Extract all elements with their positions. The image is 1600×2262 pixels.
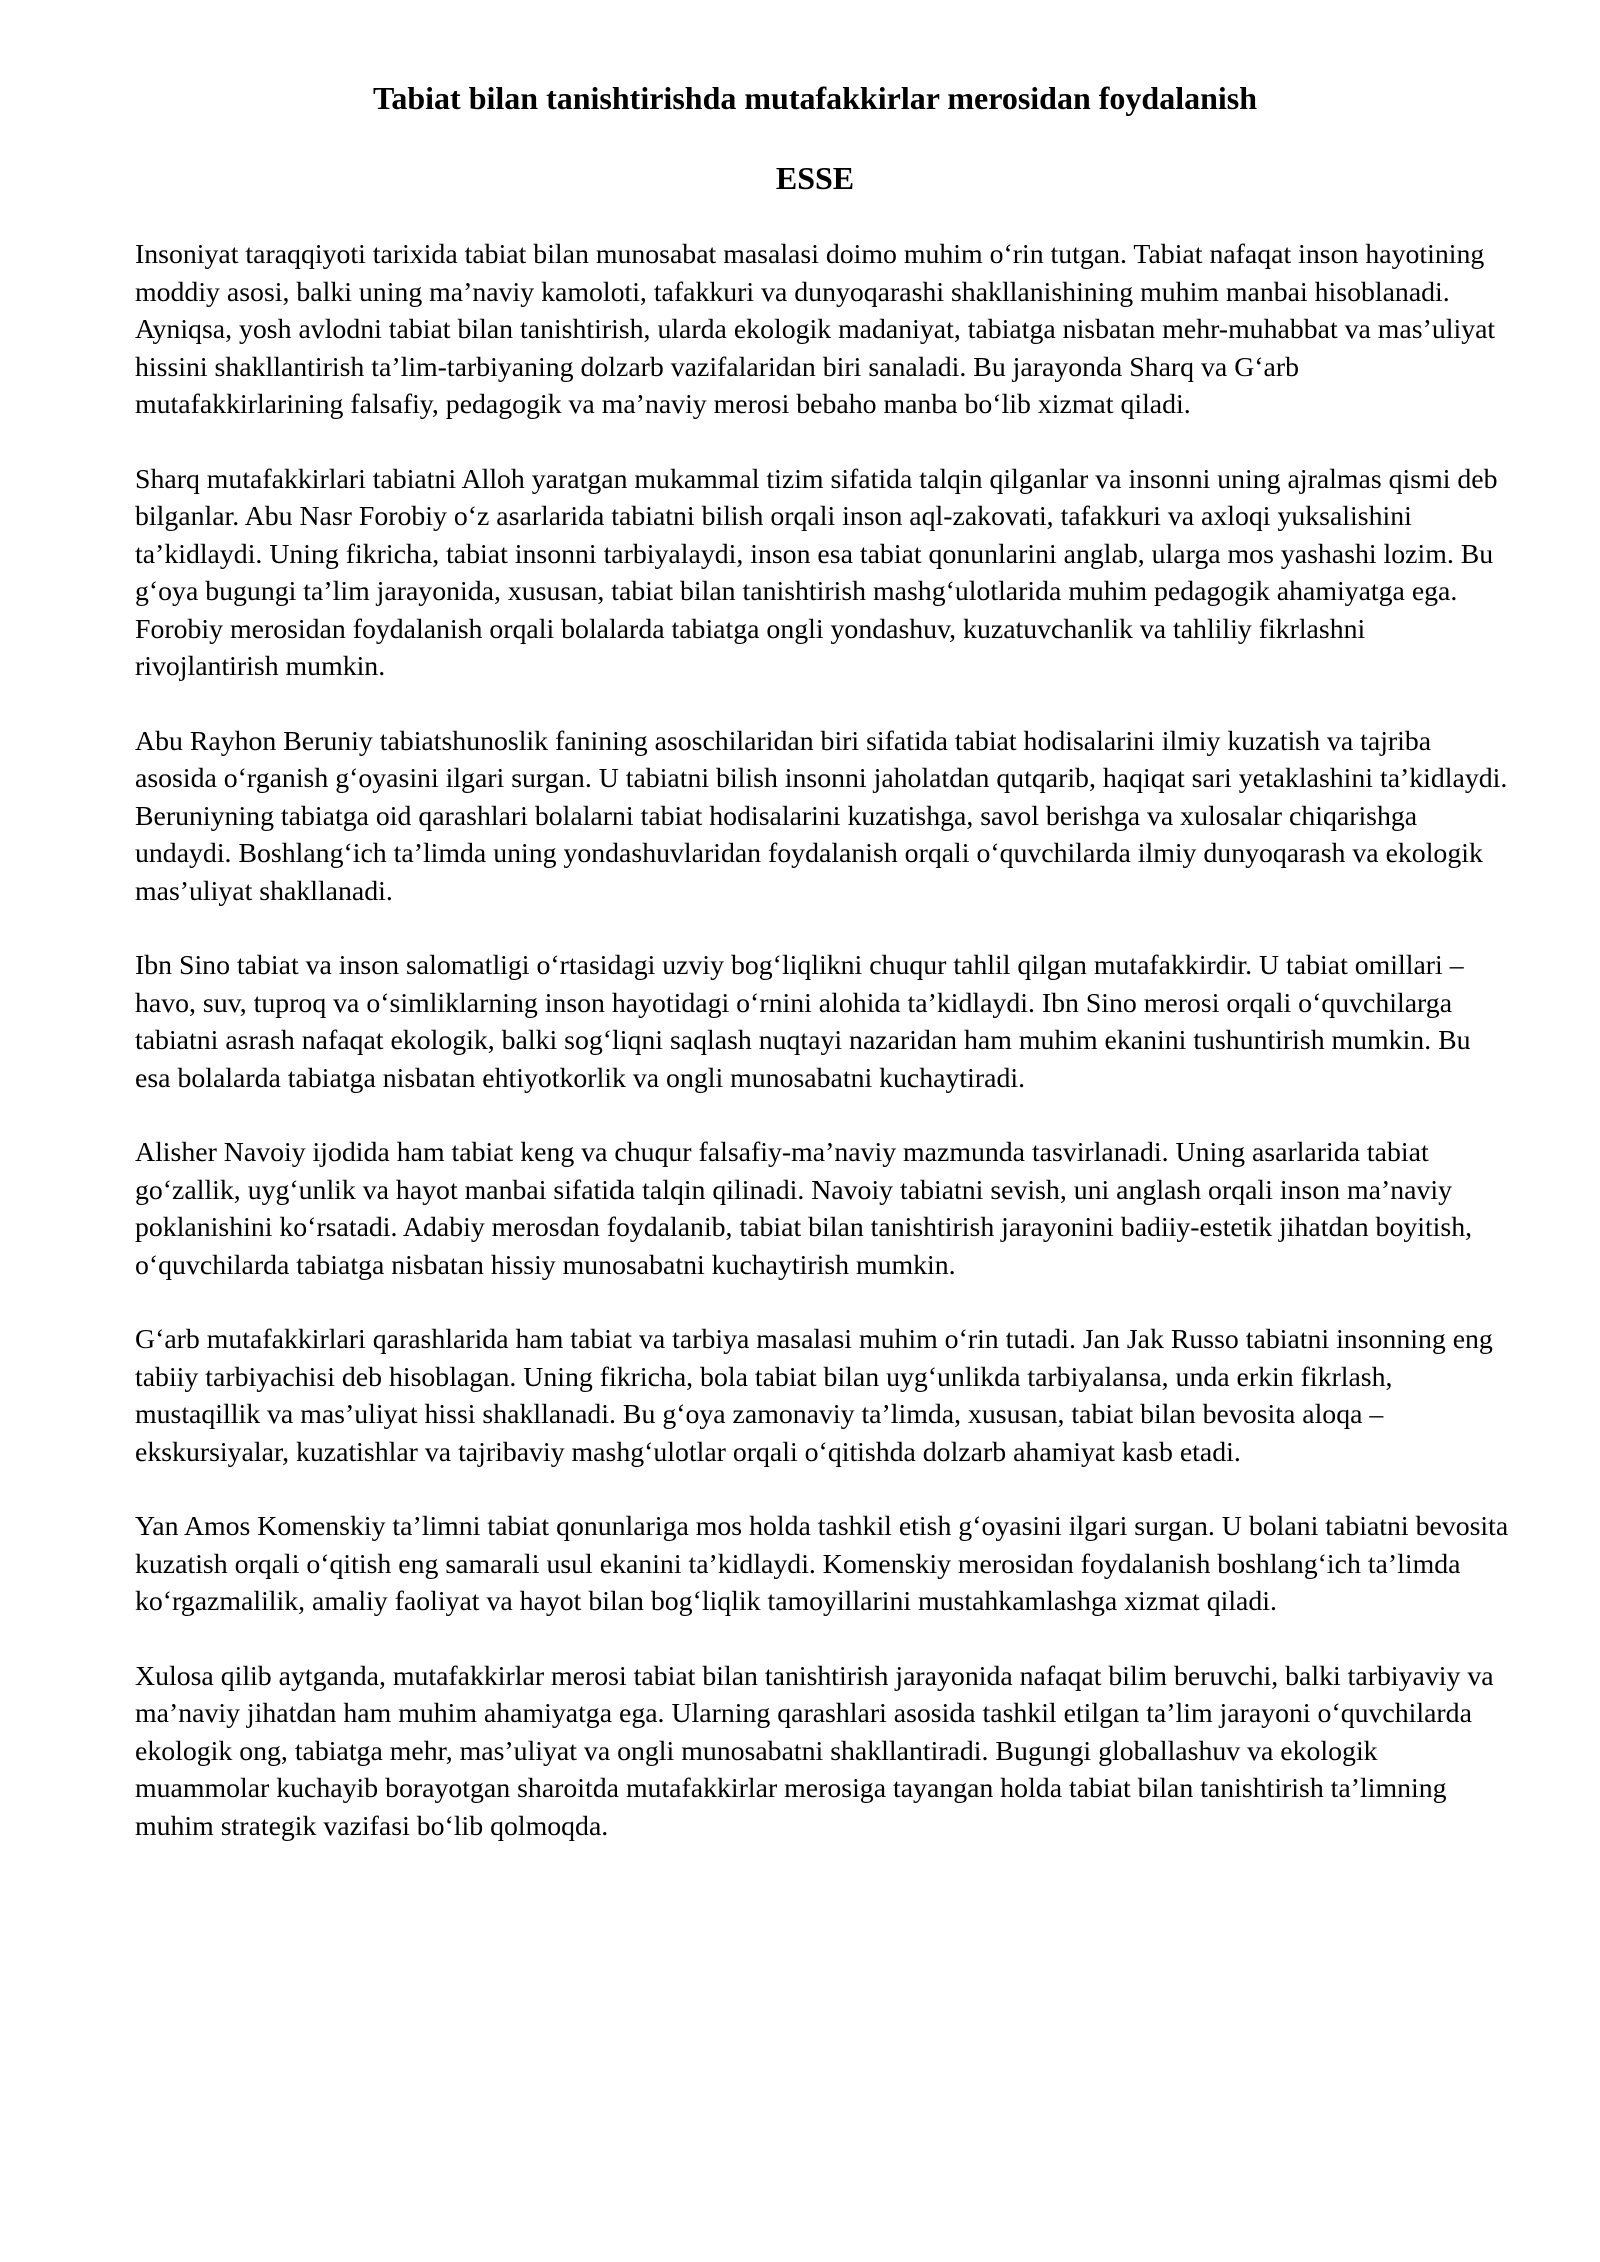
document-title: Tabiat bilan tanishtirishda mutafakkirlar merosidan foydalanish xyxy=(372,80,1258,116)
paragraph-forobiy: Sharq mutafakkirlari tabiatni Alloh yaratgan mukammal tizim sifatida talqin qilganlar va insonni uning ajralmas qismi deb bilganlar. Abu Nasr Forobiy o‘z asarlarida tabiatni bilish orqali inson aql-zakovati, tafakkuri va axloqi yuksalishini ta’kidlaydi. Uning fikricha, tabiat insonni tarbiyalaydi, inson esa tabiat qonunlarini anglab, ularga mos yashashi lozim. Bu g‘oya bugungi ta’lim jarayonida, xususan, tabiat bilan tanishtirish mashg‘ulotlarida muhim pedagogik ahamiyatga ega. Forobiy merosidan foydalanish orqali bolalarda tabiatga ongli yondashuv, kuzatuvchanlik va tahliliy fikrlashni rivojlantirish mumkin. xyxy=(135,463,1498,682)
essay-body xyxy=(135,236,1510,1882)
paragraph-russo: G‘arb mutafakkirlari qarashlarida ham tabiat va tarbiya masalasi muhim o‘rin tutadi. Jan Jak Russo tabiatni insonning eng tabiiy tarbiyachisi deb hisoblagan. Uning fikricha, bola tabiat bilan uyg‘unlikda tarbiyalansa, unda erkin fikrlash, mustaqillik va mas’uliyat hissi shakllanadi. Bu g‘oya zamonaviy ta’limda, xususan, tabiat bilan bevosita aloqa – ekskursiyalar, kuzatishlar va tajribaviy mashg‘ulotlar orqali o‘qitishda dolzarb ahamiyat kasb etadi. xyxy=(135,1324,1493,1468)
paragraph-beruniy: Abu Rayhon Beruniy tabiatshunoslik fanining asoschilaridan biri sifatida tabiat hodisalarini ilmiy kuzatish va tajriba asosida o‘rganish g‘oyasini ilgari surgan. U tabiatni bilish insonni jaholatdan qutqarib, haqiqat sari yetaklashini ta’kidlaydi. Beruniyning tabiatga oid qarashlari bolalarni tabiat hodisalarini kuzatishga, savol berishga va xulosalar chiqarishga undaydi. Boshlang‘ich ta’limda uning yondashuvlaridan foydalanish orqali o‘quvchilarda ilmiy dunyoqarash va ekologik mas’uliyat shakllanadi. xyxy=(135,725,1508,907)
paragraph-conclusion: Xulosa qilib aytganda, mutafakkirlar merosi tabiat bilan tanishtirish jarayonida nafaqat bilim beruvchi, balki tarbiyaviy va ma’naviy jihatdan ham muhim ahamiyatga ega. Ularning qarashlari asosida tashkil etilgan ta’lim jarayoni o‘quvchilarda ekologik ong, tabiatga mehr, mas’uliyat va ongli munosabatni shakllantiradi. Bugungi globallashuv va ekologik muammolar kuchayib borayotgan sharoitda mutafakkirlar merosiga tayangan holda tabiat bilan tanishtirish ta’limning muhim strategik vazifasi bo‘lib qolmoqda. xyxy=(135,1660,1494,1842)
paragraph-ibn-sino: Ibn Sino tabiat va inson salomatligi o‘rtasidagi uzviy bog‘liqlikni chuqur tahlil qilgan mutafakkirdir. U tabiat omillari – havo, suv, tuproq va o‘simliklarning inson hayotidagi o‘rnini alohida ta’kidlaydi. Ibn Sino merosi orqali o‘quvchilarga tabiatni asrash nafaqat ekologik, balki sog‘liqni saqlash nuqtayi nazaridan ham muhim ekanini tushuntirish mumkin. Bu esa bolalarda tabiatga nisbatan ehtiyotkorlik va ongli munosabatni kuchaytiradi. xyxy=(135,950,1471,1094)
paragraph-komenskiy: Yan Amos Komenskiy ta’limni tabiat qonunlariga mos holda tashkil etish g‘oyasini ilgari surgan. U bolani tabiatni bevosita kuzatish orqali o‘qitish eng samarali usul ekanini ta’kidlaydi. Komenskiy merosidan foydalanish boshlang‘ich ta’limda ko‘rgazmalilik, amaliy faoliyat va hayot bilan bog‘liqlik tamoyillarini mustahkamlashga xizmat qiladi. xyxy=(135,1511,1509,1617)
document-subtitle: ESSE xyxy=(775,160,855,196)
paragraph-introduction: Insoniyat taraqqiyoti tarixida tabiat bilan munosabat masalasi doimo muhim o‘rin tutgan. Tabiat nafaqat inson hayotining moddiy asosi, balki uning ma’naviy kamoloti, tafakkuri va dunyoqarashi shakllanishining muhim manbai hisoblanadi. Ayniqsa, yosh avlodni tabiat bilan tanishtirish, ularda ekologik madaniyat, tabiatga nisbatan mehr-muhabbat va mas’uliyat hissini shakllantirish ta’lim-tarbiyaning dolzarb vazifalaridan biri sanaladi. Bu jarayonda Sharq va G‘arb mutafakkirlarining falsafiy, pedagogik va ma’naviy merosi bebaho manba bo‘lib xizmat qiladi. xyxy=(135,239,1496,420)
paragraph-navoiy: Alisher Navoiy ijodida ham tabiat keng va chuqur falsafiy-ma’naviy mazmunda tasvirlanadi. Uning asarlarida tabiat go‘zallik, uyg‘unlik va hayot manbai sifatida talqin qilinadi. Navoiy tabiatni sevish, uni anglash orqali inson ma’naviy poklanishini ko‘rsatadi. Adabiy merosdan foydalanib, tabiat bilan tanishtirish jarayonini badiiy-estetik jihatdan boyitish, o‘quvchilarda tabiatga nisbatan hissiy munosabatni kuchaytirish mumkin. xyxy=(135,1137,1473,1281)
